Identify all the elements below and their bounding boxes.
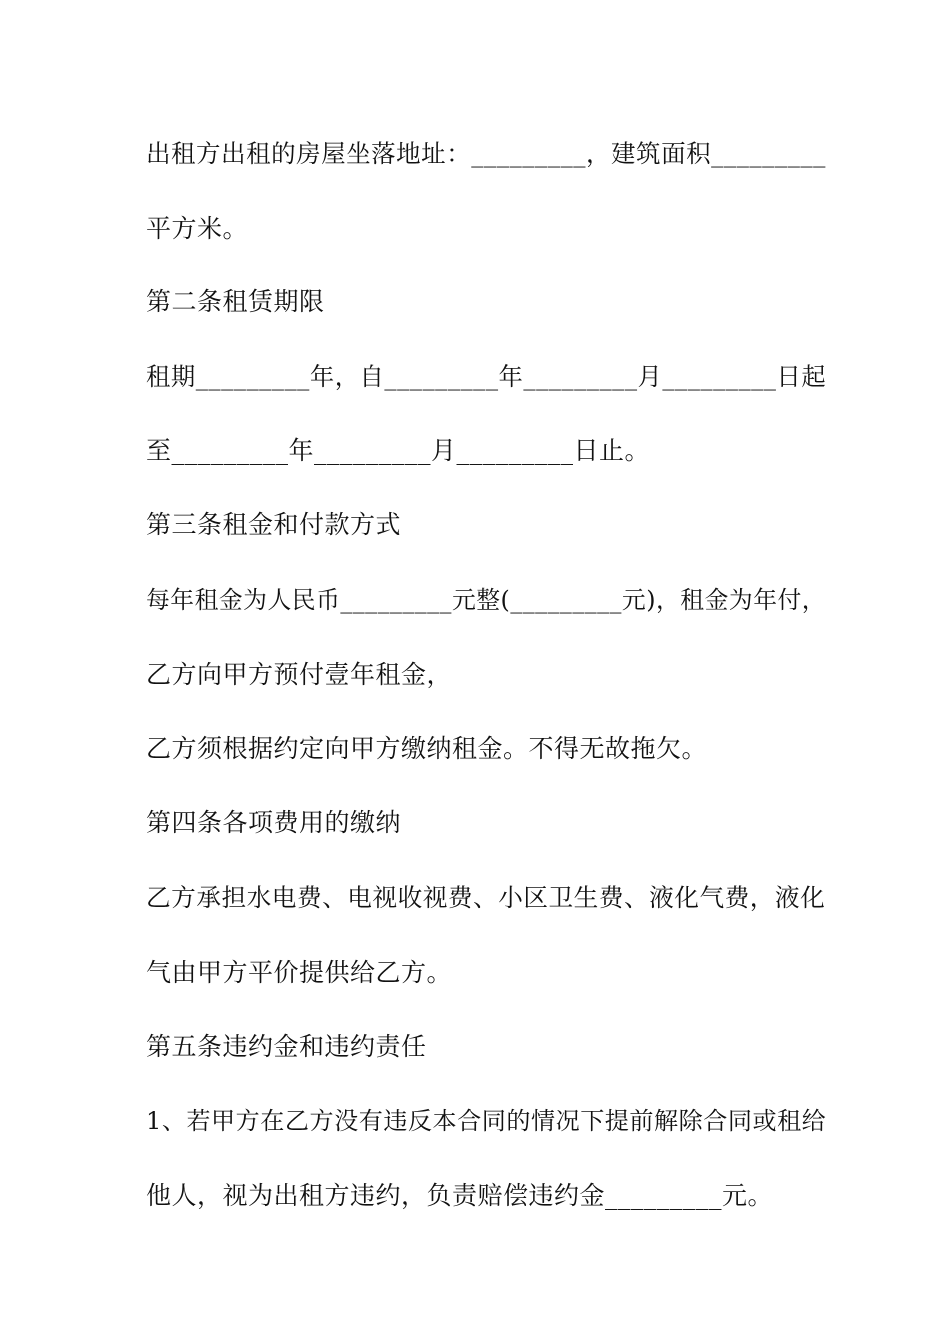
property-area-unit-line: 平方米。 (146, 214, 249, 243)
lease-term-line: 租期_________年，自_________年_________月_________日起 (146, 362, 827, 391)
article-5-heading: 第五条违约金和违约责任 (146, 1032, 427, 1061)
article-4-heading: 第四条各项费用的缴纳 (146, 808, 402, 837)
prepayment-line: 乙方向甲方预付壹年租金， (146, 660, 453, 689)
lease-end-date-line: 至_________年_________月_________日止。 (146, 436, 651, 465)
article-3-heading: 第三条租金和付款方式 (146, 510, 402, 539)
breach-penalty-line: 他人，视为出租方违约，负责赔偿违约金_________元。 (146, 1181, 774, 1210)
breach-clause-1-line: 1、若甲方在乙方没有违反本合同的情况下提前解除合同或租给 (146, 1107, 827, 1135)
annual-rent-line: 每年租金为人民币_________元整(_________元)，租金为年付， (146, 586, 827, 614)
property-address-line: 出租方出租的房屋坐落地址：_________，建筑面积_________ (146, 139, 826, 168)
article-2-heading: 第二条租赁期限 (146, 287, 325, 316)
rent-payment-obligation-line: 乙方须根据约定向甲方缴纳租金。不得无故拖欠。 (146, 734, 708, 763)
gas-supply-line: 气由甲方平价提供给乙方。 (146, 958, 453, 987)
fees-line: 乙方承担水电费、电视收视费、小区卫生费、液化气费，液化 (146, 883, 826, 912)
